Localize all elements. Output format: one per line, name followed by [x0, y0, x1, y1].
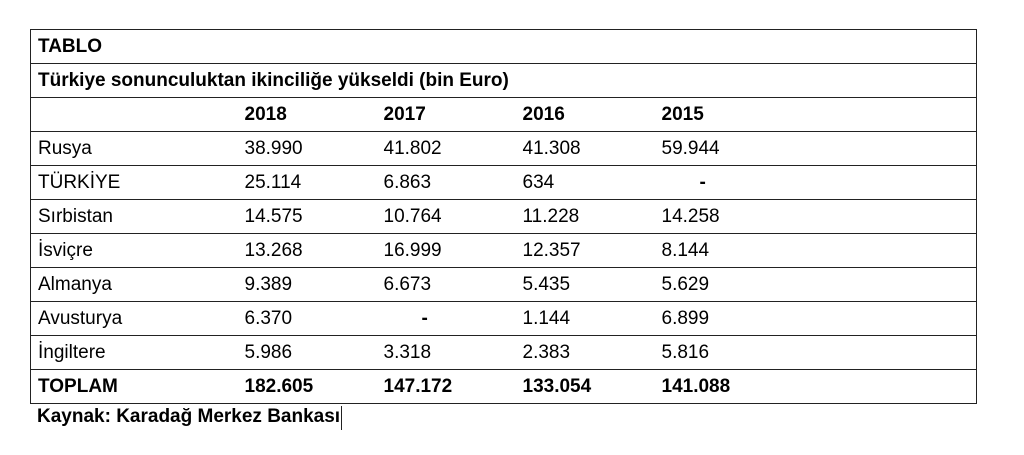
table-title-row	[31, 64, 977, 98]
value-cell: 634	[523, 166, 662, 200]
year-header: 2018	[245, 98, 384, 132]
table-row	[31, 336, 977, 370]
value-cell: 25.114	[245, 166, 384, 200]
table-title: Türkiye sonunculuktan ikinciliğe yükseldi (bin Euro)	[31, 64, 977, 98]
value-cell: 6.899	[662, 302, 977, 336]
table-row	[31, 200, 977, 234]
table-label: TABLO	[31, 30, 977, 64]
table-row	[31, 132, 977, 166]
value-cell: -	[662, 166, 977, 200]
total-value: 141.088	[662, 370, 977, 404]
value-cell: 14.258	[662, 200, 977, 234]
country-cell: Rusya	[31, 132, 245, 166]
table-row	[31, 234, 977, 268]
value-cell: -	[384, 302, 523, 336]
document	[30, 29, 976, 430]
total-value: 147.172	[384, 370, 523, 404]
value-cell: 6.673	[384, 268, 523, 302]
value-cell: 41.308	[523, 132, 662, 166]
header-empty-cell	[31, 98, 245, 132]
value-cell: 13.268	[245, 234, 384, 268]
year-header: 2017	[384, 98, 523, 132]
value-cell: 1.144	[523, 302, 662, 336]
value-cell: 6.370	[245, 302, 384, 336]
source-note: Kaynak: Karadağ Merkez Bankası	[30, 406, 342, 430]
value-cell: 5.629	[662, 268, 977, 302]
value-cell: 10.764	[384, 200, 523, 234]
value-cell: 5.986	[245, 336, 384, 370]
table-row	[31, 268, 977, 302]
total-row	[31, 370, 977, 404]
country-cell: Sırbistan	[31, 200, 245, 234]
country-cell: Almanya	[31, 268, 245, 302]
table-row	[31, 302, 977, 336]
value-cell: 3.318	[384, 336, 523, 370]
value-cell: 11.228	[523, 200, 662, 234]
country-cell: TÜRKİYE	[31, 166, 245, 200]
value-cell: 12.357	[523, 234, 662, 268]
country-cell: İsviçre	[31, 234, 245, 268]
value-cell: 16.999	[384, 234, 523, 268]
value-cell: 8.144	[662, 234, 977, 268]
table-label-row	[31, 30, 977, 64]
total-label: TOPLAM	[31, 370, 245, 404]
table-row	[31, 166, 977, 200]
value-cell: 9.389	[245, 268, 384, 302]
year-header: 2016	[523, 98, 662, 132]
year-header-row	[31, 98, 977, 132]
value-cell: 2.383	[523, 336, 662, 370]
year-header: 2015	[662, 98, 977, 132]
value-cell: 6.863	[384, 166, 523, 200]
country-cell: İngiltere	[31, 336, 245, 370]
total-value: 182.605	[245, 370, 384, 404]
country-cell: Avusturya	[31, 302, 245, 336]
data-table	[30, 29, 977, 404]
value-cell: 5.816	[662, 336, 977, 370]
value-cell: 14.575	[245, 200, 384, 234]
value-cell: 5.435	[523, 268, 662, 302]
value-cell: 59.944	[662, 132, 977, 166]
total-value: 133.054	[523, 370, 662, 404]
value-cell: 38.990	[245, 132, 384, 166]
value-cell: 41.802	[384, 132, 523, 166]
